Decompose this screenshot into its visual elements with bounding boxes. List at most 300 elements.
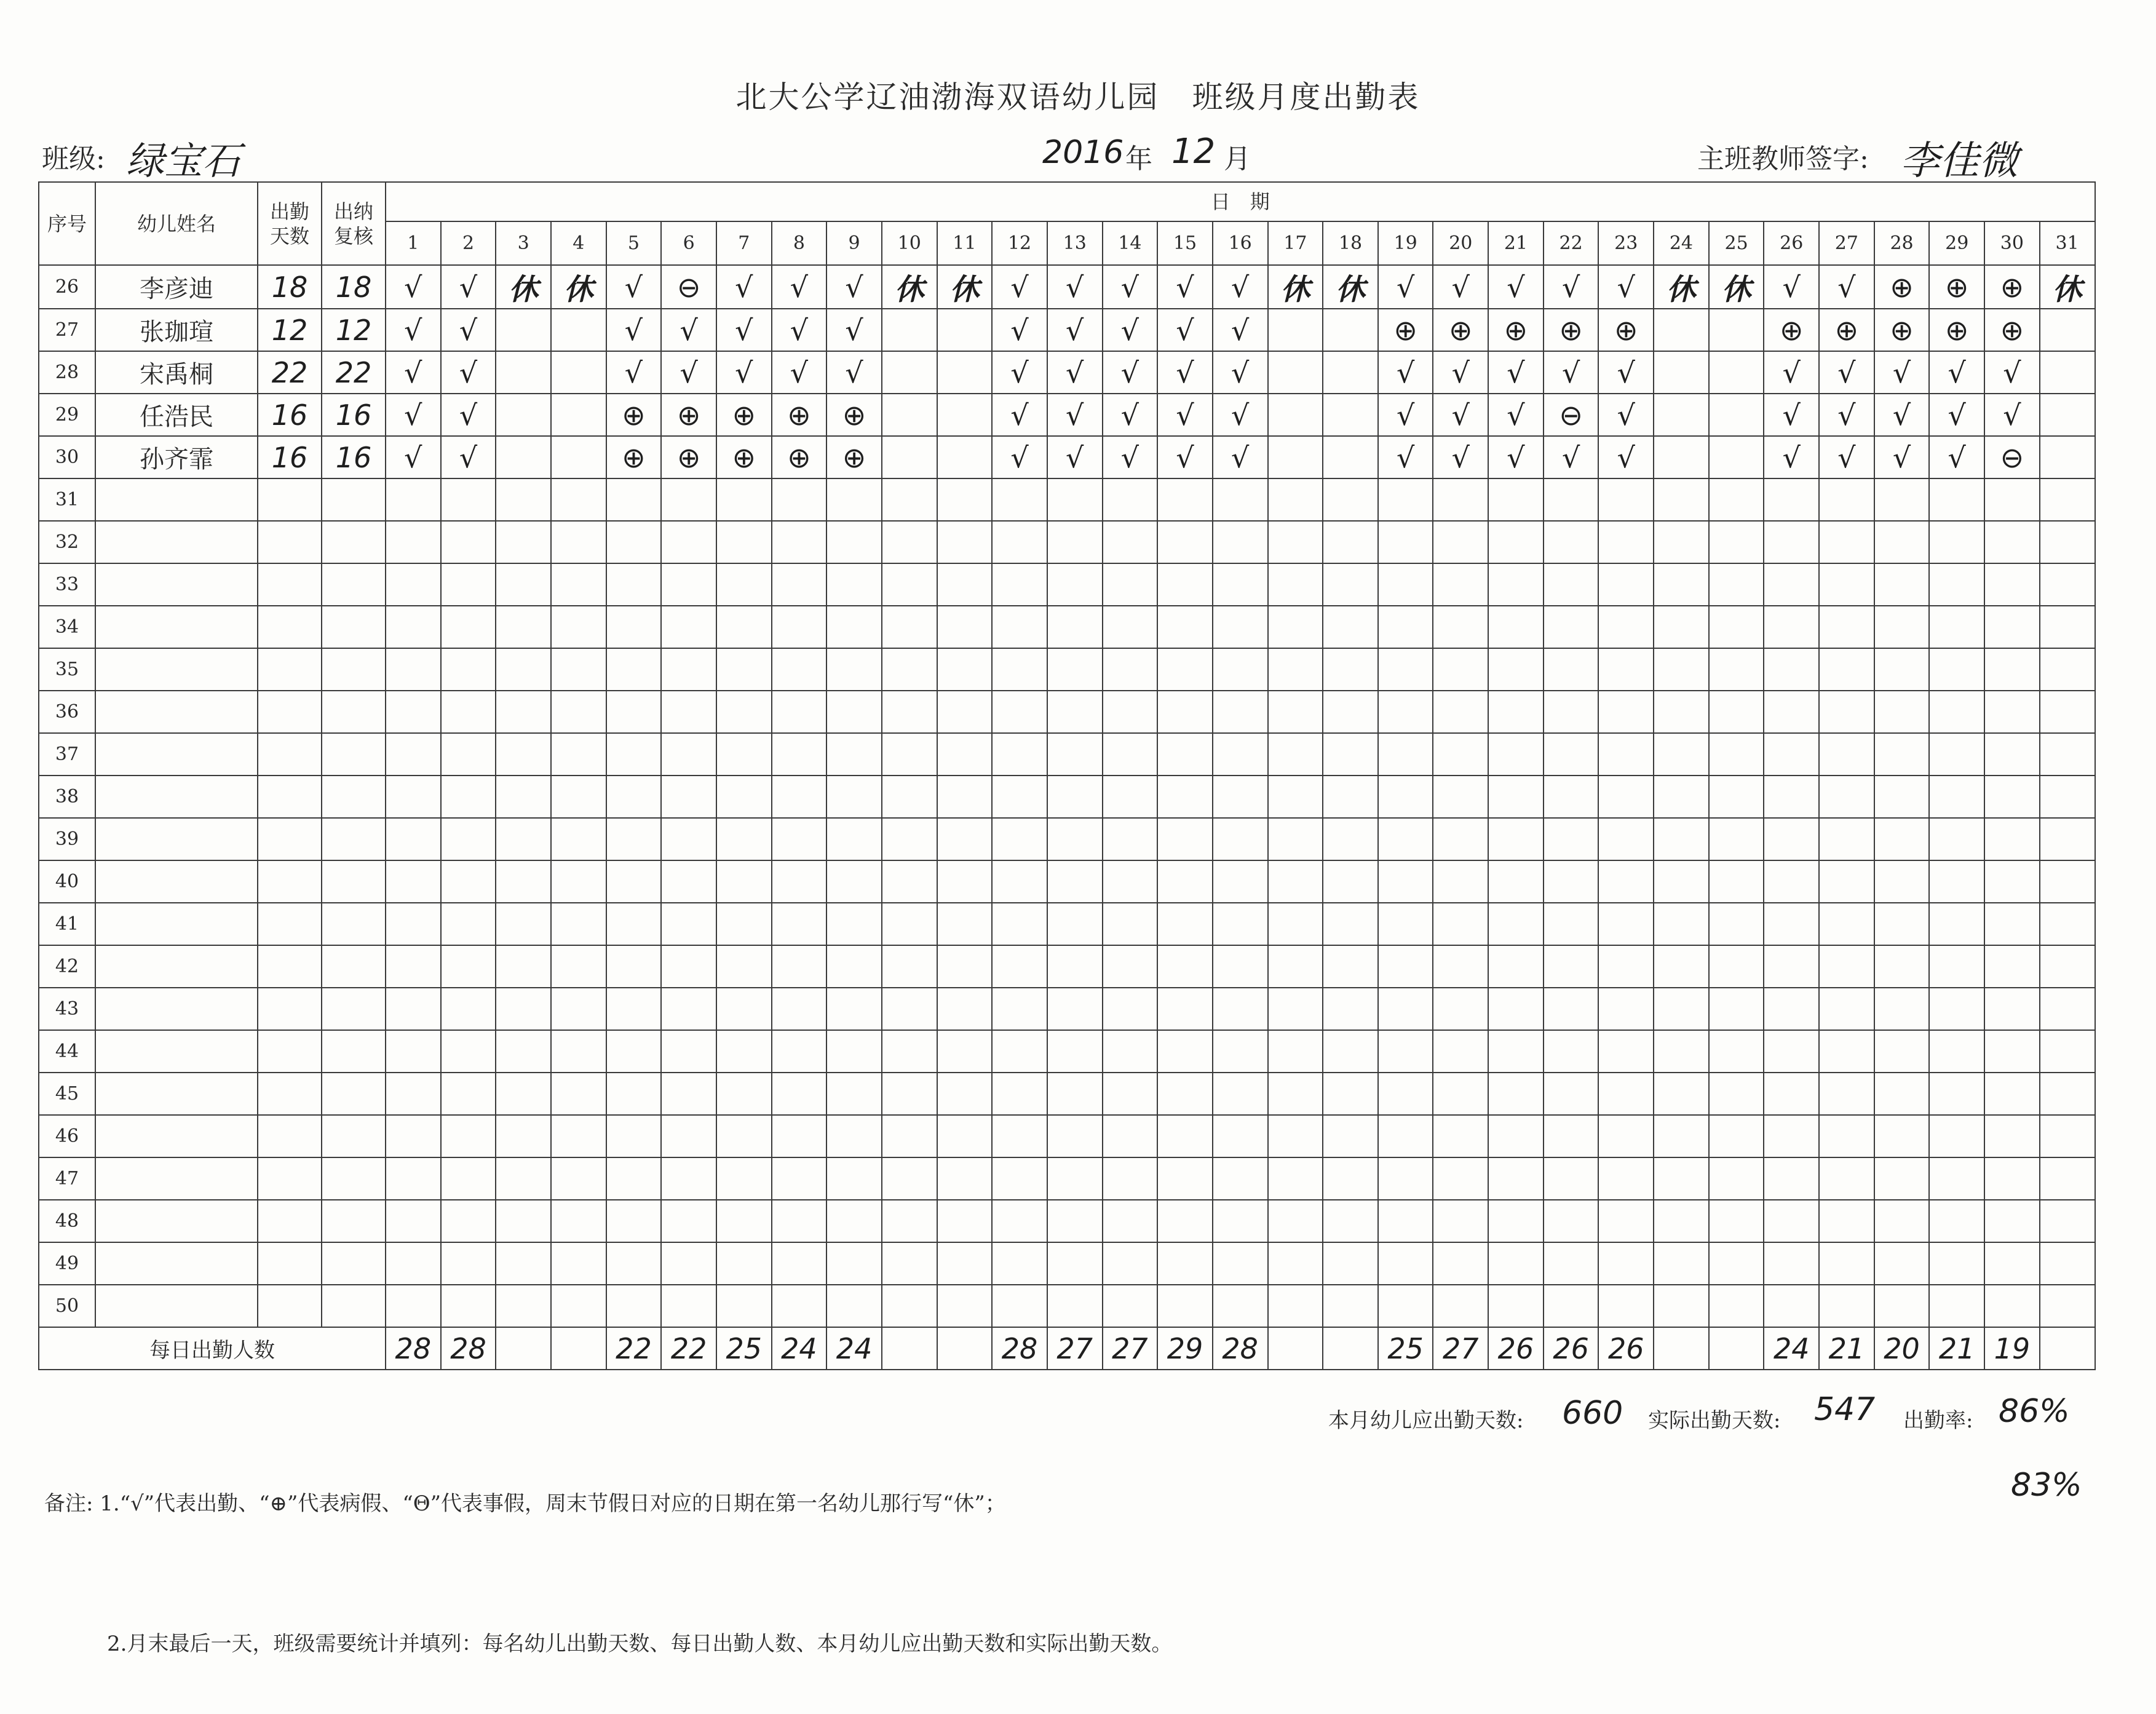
attendance-mark-cell: [772, 988, 827, 1030]
cashier-review-cell: [322, 818, 386, 860]
attendance-mark-cell: [1598, 860, 1654, 903]
attendance-mark-cell: ⊕: [1874, 309, 1930, 351]
attendance-mark-cell: [1378, 1200, 1433, 1242]
day-header-25: 25: [1709, 221, 1764, 265]
attendance-mark-cell: [1764, 1073, 1819, 1115]
attendance-mark-cell: [1764, 860, 1819, 903]
attendance-mark-cell: [1929, 1157, 1984, 1200]
attendance-days-cell: [258, 1030, 322, 1073]
attendance-mark-cell: [1378, 945, 1433, 988]
attendance-mark-cell: √: [1103, 436, 1158, 478]
daily-count-cell: 21: [1929, 1327, 1984, 1370]
attendance-mark-cell: [1433, 648, 1488, 691]
attendance-mark-cell: [661, 733, 716, 776]
attendance-mark-cell: [1103, 733, 1158, 776]
attendance-mark-cell: [772, 1157, 827, 1200]
attendance-mark-cell: [1157, 1073, 1213, 1115]
daily-count-cell: 28: [1213, 1327, 1268, 1370]
attendance-mark-cell: [1874, 1115, 1930, 1157]
attendance-mark-cell: [1268, 478, 1323, 521]
attendance-mark-cell: [1984, 860, 2040, 903]
attendance-mark-cell: [1598, 776, 1654, 818]
attendance-mark-cell: [1709, 1115, 1764, 1157]
day-header-28: 28: [1874, 221, 1930, 265]
attendance-mark-cell: √: [606, 309, 662, 351]
attendance-mark-cell: [1819, 903, 1874, 945]
attendance-mark-cell: ⊕: [1929, 265, 1984, 309]
attendance-mark-cell: [882, 1073, 937, 1115]
attendance-mark-cell: ⊕: [1433, 309, 1488, 351]
attendance-mark-cell: [1157, 648, 1213, 691]
attendance-mark-cell: [2040, 309, 2095, 351]
attendance-mark-cell: [1764, 691, 1819, 733]
attendance-days-cell: [258, 776, 322, 818]
attendance-mark-cell: [826, 903, 882, 945]
attendance-mark-cell: [1874, 648, 1930, 691]
attendance-mark-cell: [1378, 606, 1433, 648]
attendance-mark-cell: [1598, 1030, 1654, 1073]
attendance-mark-cell: [1323, 1157, 1378, 1200]
daily-count-cell: [1709, 1327, 1764, 1370]
attendance-mark-cell: [1268, 1285, 1323, 1327]
attendance-mark-cell: [1764, 1030, 1819, 1073]
attendance-mark-cell: ⊕: [1378, 309, 1433, 351]
attendance-mark-cell: [1544, 945, 1599, 988]
attendance-mark-cell: [1544, 563, 1599, 606]
attendance-mark-cell: [441, 1242, 496, 1285]
attendance-mark-cell: √: [1047, 394, 1103, 436]
attendance-mark-cell: [1213, 1285, 1268, 1327]
attendance-mark-cell: [1268, 860, 1323, 903]
attendance-mark-cell: ⊖: [1544, 394, 1599, 436]
attendance-mark-cell: [1709, 945, 1764, 988]
attendance-mark-cell: [1874, 478, 1930, 521]
attendance-mark-cell: [661, 818, 716, 860]
attendance-mark-cell: [441, 606, 496, 648]
attendance-mark-cell: [1268, 1242, 1323, 1285]
attendance-mark-cell: [2040, 1157, 2095, 1200]
attendance-days-cell: [258, 1073, 322, 1115]
attendance-mark-cell: [1047, 691, 1103, 733]
attendance-mark-cell: [937, 351, 993, 394]
attendance-mark-cell: [882, 521, 937, 563]
attendance-days-cell: [258, 1200, 322, 1242]
attendance-mark-cell: [441, 1073, 496, 1115]
attendance-mark-cell: √: [716, 351, 772, 394]
attendance-mark-cell: [1213, 1030, 1268, 1073]
attendance-mark-cell: [1598, 818, 1654, 860]
attendance-mark-cell: [1213, 988, 1268, 1030]
attendance-mark-cell: [2040, 733, 2095, 776]
attendance-mark-cell: [937, 436, 993, 478]
attendance-mark-cell: [1213, 1073, 1268, 1115]
attendance-mark-cell: [937, 478, 993, 521]
attendance-mark-cell: [1874, 691, 1930, 733]
attendance-mark-cell: [1874, 733, 1930, 776]
table-row: [39, 648, 2095, 691]
seq-cell: 37: [39, 733, 95, 776]
attendance-mark-cell: [1433, 1073, 1488, 1115]
attendance-mark-cell: √: [1544, 265, 1599, 309]
attendance-mark-cell: [1047, 818, 1103, 860]
child-name-cell: [95, 988, 258, 1030]
attendance-mark-cell: [1654, 733, 1709, 776]
attendance-mark-cell: [1047, 1285, 1103, 1327]
child-name-cell: [95, 1157, 258, 1200]
attendance-mark-cell: [1103, 1030, 1158, 1073]
attendance-days-cell: [258, 521, 322, 563]
attendance-mark-cell: [1544, 1242, 1599, 1285]
attendance-mark-cell: [1103, 1115, 1158, 1157]
attendance-mark-cell: [386, 818, 441, 860]
attendance-mark-cell: [937, 563, 993, 606]
attendance-mark-cell: [2040, 1242, 2095, 1285]
attendance-mark-cell: [1213, 776, 1268, 818]
attendance-mark-cell: [826, 606, 882, 648]
day-header-22: 22: [1544, 221, 1599, 265]
attendance-mark-cell: [1047, 1073, 1103, 1115]
attendance-mark-cell: [1323, 436, 1378, 478]
attendance-mark-cell: [1157, 1157, 1213, 1200]
attendance-mark-cell: [606, 1115, 662, 1157]
seq-cell: 50: [39, 1285, 95, 1327]
attendance-mark-cell: [606, 860, 662, 903]
cashier-review-header-line2: 复核: [333, 224, 373, 248]
attendance-mark-cell: [937, 1115, 993, 1157]
attendance-mark-cell: [1433, 903, 1488, 945]
attendance-mark-cell: [1874, 945, 1930, 988]
attendance-mark-cell: [1103, 818, 1158, 860]
attendance-mark-cell: [1654, 351, 1709, 394]
attendance-mark-cell: [882, 1157, 937, 1200]
attendance-mark-cell: [441, 1157, 496, 1200]
attendance-mark-cell: [606, 478, 662, 521]
attendance-mark-cell: [1268, 945, 1323, 988]
attendance-mark-cell: [1984, 733, 2040, 776]
attendance-mark-cell: [441, 521, 496, 563]
attendance-mark-cell: [716, 1115, 772, 1157]
attendance-mark-cell: √: [1764, 265, 1819, 309]
attendance-mark-cell: [496, 351, 551, 394]
attendance-mark-cell: [1433, 860, 1488, 903]
attendance-mark-cell: [386, 988, 441, 1030]
attendance-mark-cell: [1764, 818, 1819, 860]
attendance-mark-cell: [1819, 733, 1874, 776]
attendance-days-cell: [258, 733, 322, 776]
seq-cell: 30: [39, 436, 95, 478]
attendance-mark-cell: [551, 903, 606, 945]
attendance-mark-cell: [661, 521, 716, 563]
attendance-mark-cell: [1874, 606, 1930, 648]
attendance-mark-cell: [1984, 1073, 2040, 1115]
attendance-mark-cell: [1598, 606, 1654, 648]
attendance-mark-cell: √: [1157, 436, 1213, 478]
year-value: 2016: [1042, 134, 1124, 171]
attendance-mark-cell: [661, 988, 716, 1030]
attendance-mark-cell: [1654, 988, 1709, 1030]
attendance-mark-cell: [496, 988, 551, 1030]
actual-days-label: 实际出勤天数:: [1648, 1408, 1781, 1433]
attendance-rate-value: 86%: [1999, 1393, 2070, 1430]
attendance-mark-cell: ⊕: [661, 436, 716, 478]
table-row: [39, 691, 2095, 733]
attendance-mark-cell: [1488, 521, 1544, 563]
attendance-mark-cell: [1819, 606, 1874, 648]
attendance-mark-cell: [772, 1030, 827, 1073]
attendance-mark-cell: [1764, 1200, 1819, 1242]
attendance-mark-cell: [992, 945, 1047, 988]
attendance-mark-cell: [1819, 648, 1874, 691]
day-header-14: 14: [1103, 221, 1158, 265]
attendance-mark-cell: [1819, 691, 1874, 733]
attendance-mark-cell: [1268, 436, 1323, 478]
attendance-mark-cell: [1378, 903, 1433, 945]
attendance-mark-cell: [1433, 988, 1488, 1030]
attendance-mark-cell: [1819, 945, 1874, 988]
attendance-mark-cell: √: [1213, 436, 1268, 478]
attendance-mark-cell: [1433, 1030, 1488, 1073]
attendance-mark-cell: [1984, 563, 2040, 606]
attendance-days-cell: [258, 563, 322, 606]
attendance-mark-cell: [386, 733, 441, 776]
attendance-mark-cell: [937, 394, 993, 436]
day-header-11: 11: [937, 221, 993, 265]
date-header: 日 期: [386, 182, 2095, 221]
attendance-mark-cell: [1819, 776, 1874, 818]
attendance-mark-cell: [606, 648, 662, 691]
child-name-cell: [95, 478, 258, 521]
attendance-mark-cell: [1764, 563, 1819, 606]
attendance-mark-cell: [1378, 1030, 1433, 1073]
day-header-1: 1: [386, 221, 441, 265]
child-name-cell: [95, 1285, 258, 1327]
attendance-rate-value-revised: 83%: [2011, 1467, 2082, 1504]
attendance-mark-cell: [1103, 606, 1158, 648]
table-row: [39, 1242, 2095, 1285]
attendance-days-cell: [258, 1242, 322, 1285]
attendance-mark-cell: √: [992, 351, 1047, 394]
attendance-mark-cell: [661, 1242, 716, 1285]
attendance-mark-cell: [716, 606, 772, 648]
attendance-mark-cell: √: [1378, 436, 1433, 478]
attendance-mark-cell: [937, 1030, 993, 1073]
attendance-mark-cell: [1378, 1285, 1433, 1327]
attendance-mark-cell: ⊕: [772, 436, 827, 478]
attendance-mark-cell: √: [386, 351, 441, 394]
attendance-mark-cell: √: [826, 309, 882, 351]
attendance-mark-cell: [772, 818, 827, 860]
seq-cell: 33: [39, 563, 95, 606]
attendance-mark-cell: [1378, 860, 1433, 903]
attendance-mark-cell: [826, 1073, 882, 1115]
attendance-mark-cell: [606, 563, 662, 606]
attendance-mark-cell: [551, 563, 606, 606]
cashier-review-cell: [322, 478, 386, 521]
attendance-mark-cell: [606, 988, 662, 1030]
table-row: [39, 860, 2095, 903]
attendance-mark-cell: √: [772, 265, 827, 309]
attendance-mark-cell: [716, 903, 772, 945]
attendance-mark-cell: [1874, 818, 1930, 860]
table-row: [39, 818, 2095, 860]
attendance-mark-cell: [882, 309, 937, 351]
attendance-mark-cell: [882, 733, 937, 776]
attendance-mark-cell: [937, 733, 993, 776]
day-header-6: 6: [661, 221, 716, 265]
attendance-mark-cell: [1544, 606, 1599, 648]
child-name-cell: [95, 945, 258, 988]
attendance-mark-cell: [1709, 351, 1764, 394]
attendance-mark-cell: √: [1157, 394, 1213, 436]
attendance-mark-cell: [1819, 1157, 1874, 1200]
attendance-mark-cell: [1654, 1242, 1709, 1285]
attendance-mark-cell: [1929, 733, 1984, 776]
table-row: [39, 1030, 2095, 1073]
attendance-mark-cell: [1819, 1073, 1874, 1115]
attendance-mark-cell: [1544, 988, 1599, 1030]
attendance-days-cell: [258, 1285, 322, 1327]
attendance-mark-cell: [496, 818, 551, 860]
attendance-mark-cell: [772, 648, 827, 691]
attendance-mark-cell: [1323, 818, 1378, 860]
attendance-mark-cell: [2040, 903, 2095, 945]
attendance-mark-cell: [1709, 733, 1764, 776]
attendance-mark-cell: [1047, 1030, 1103, 1073]
cashier-review-cell: [322, 733, 386, 776]
attendance-mark-cell: [661, 478, 716, 521]
attendance-mark-cell: √: [1047, 265, 1103, 309]
attendance-mark-cell: √: [1929, 351, 1984, 394]
child-name-cell: [95, 860, 258, 903]
day-header-18: 18: [1323, 221, 1378, 265]
child-name-cell: [95, 521, 258, 563]
attendance-mark-cell: [386, 1115, 441, 1157]
attendance-days-cell: [258, 478, 322, 521]
attendance-mark-cell: [1984, 903, 2040, 945]
seq-cell: 40: [39, 860, 95, 903]
attendance-mark-cell: [826, 1157, 882, 1200]
attendance-mark-cell: ⊕: [772, 394, 827, 436]
attendance-mark-cell: [1709, 1242, 1764, 1285]
attendance-mark-cell: ⊕: [716, 394, 772, 436]
attendance-mark-cell: [1764, 648, 1819, 691]
attendance-mark-cell: [1433, 733, 1488, 776]
attendance-mark-cell: ⊕: [826, 436, 882, 478]
attendance-mark-cell: [1709, 606, 1764, 648]
attendance-mark-cell: √: [1433, 265, 1488, 309]
daily-count-cell: 22: [606, 1327, 662, 1370]
attendance-days-cell: [258, 1157, 322, 1200]
daily-count-cell: 28: [992, 1327, 1047, 1370]
attendance-mark-cell: [441, 691, 496, 733]
attendance-mark-cell: √: [1213, 351, 1268, 394]
attendance-mark-cell: [937, 309, 993, 351]
attendance-mark-cell: ⊕: [1598, 309, 1654, 351]
attendance-mark-cell: [1488, 988, 1544, 1030]
attendance-mark-cell: [1764, 988, 1819, 1030]
attendance-mark-cell: [386, 563, 441, 606]
attendance-mark-cell: [1378, 776, 1433, 818]
attendance-mark-cell: [1213, 648, 1268, 691]
attendance-mark-cell: [1874, 860, 1930, 903]
attendance-mark-cell: 休: [1323, 265, 1378, 309]
attendance-mark-cell: [1378, 1242, 1433, 1285]
attendance-mark-cell: √: [992, 436, 1047, 478]
attendance-mark-cell: [1378, 988, 1433, 1030]
attendance-mark-cell: ⊕: [661, 394, 716, 436]
attendance-mark-cell: [1929, 1200, 1984, 1242]
attendance-mark-cell: [1764, 1157, 1819, 1200]
attendance-mark-cell: √: [1433, 351, 1488, 394]
attendance-mark-cell: [937, 648, 993, 691]
attendance-mark-cell: [1654, 1157, 1709, 1200]
attendance-days-cell: [258, 903, 322, 945]
attendance-mark-cell: [1213, 1115, 1268, 1157]
attendance-mark-cell: [1323, 860, 1378, 903]
attendance-mark-cell: 休: [937, 265, 993, 309]
attendance-mark-cell: [1378, 818, 1433, 860]
attendance-mark-cell: [1654, 691, 1709, 733]
table-row: [39, 309, 2095, 351]
daily-count-cell: [882, 1327, 937, 1370]
attendance-mark-cell: [1984, 691, 2040, 733]
attendance-mark-cell: [826, 733, 882, 776]
day-header-16: 16: [1213, 221, 1268, 265]
attendance-mark-cell: [1157, 521, 1213, 563]
attendance-mark-cell: √: [1047, 351, 1103, 394]
attendance-mark-cell: √: [441, 394, 496, 436]
seq-cell: 36: [39, 691, 95, 733]
attendance-mark-cell: [2040, 436, 2095, 478]
attendance-mark-cell: [1378, 478, 1433, 521]
attendance-mark-cell: [661, 648, 716, 691]
table-row: [39, 478, 2095, 521]
attendance-mark-cell: √: [1047, 436, 1103, 478]
attendance-mark-cell: [1268, 988, 1323, 1030]
attendance-mark-cell: [1709, 860, 1764, 903]
attendance-mark-cell: [937, 945, 993, 988]
attendance-mark-cell: √: [1103, 394, 1158, 436]
attendance-mark-cell: [826, 691, 882, 733]
attendance-mark-cell: [441, 1200, 496, 1242]
attendance-mark-cell: [937, 1200, 993, 1242]
attendance-mark-cell: [1047, 988, 1103, 1030]
attendance-mark-cell: [1268, 1200, 1323, 1242]
attendance-mark-cell: [386, 776, 441, 818]
cashier-review-cell: [322, 606, 386, 648]
attendance-mark-cell: [1213, 945, 1268, 988]
attendance-mark-cell: [1488, 691, 1544, 733]
attendance-mark-cell: [606, 691, 662, 733]
attendance-mark-cell: [1544, 478, 1599, 521]
attendance-mark-cell: [1929, 648, 1984, 691]
attendance-mark-cell: √: [1874, 351, 1930, 394]
attendance-mark-cell: [772, 606, 827, 648]
attendance-mark-cell: [1654, 478, 1709, 521]
attendance-mark-cell: [1268, 394, 1323, 436]
attendance-mark-cell: [1709, 776, 1764, 818]
attendance-mark-cell: [441, 903, 496, 945]
attendance-mark-cell: [1433, 1115, 1488, 1157]
attendance-days-cell: 18: [258, 265, 322, 309]
day-header-29: 29: [1929, 221, 1984, 265]
day-header-10: 10: [882, 221, 937, 265]
seq-cell: 29: [39, 394, 95, 436]
table-row: [39, 1200, 2095, 1242]
attendance-mark-cell: [2040, 394, 2095, 436]
attendance-mark-cell: [1157, 563, 1213, 606]
attendance-mark-cell: [1874, 1073, 1930, 1115]
